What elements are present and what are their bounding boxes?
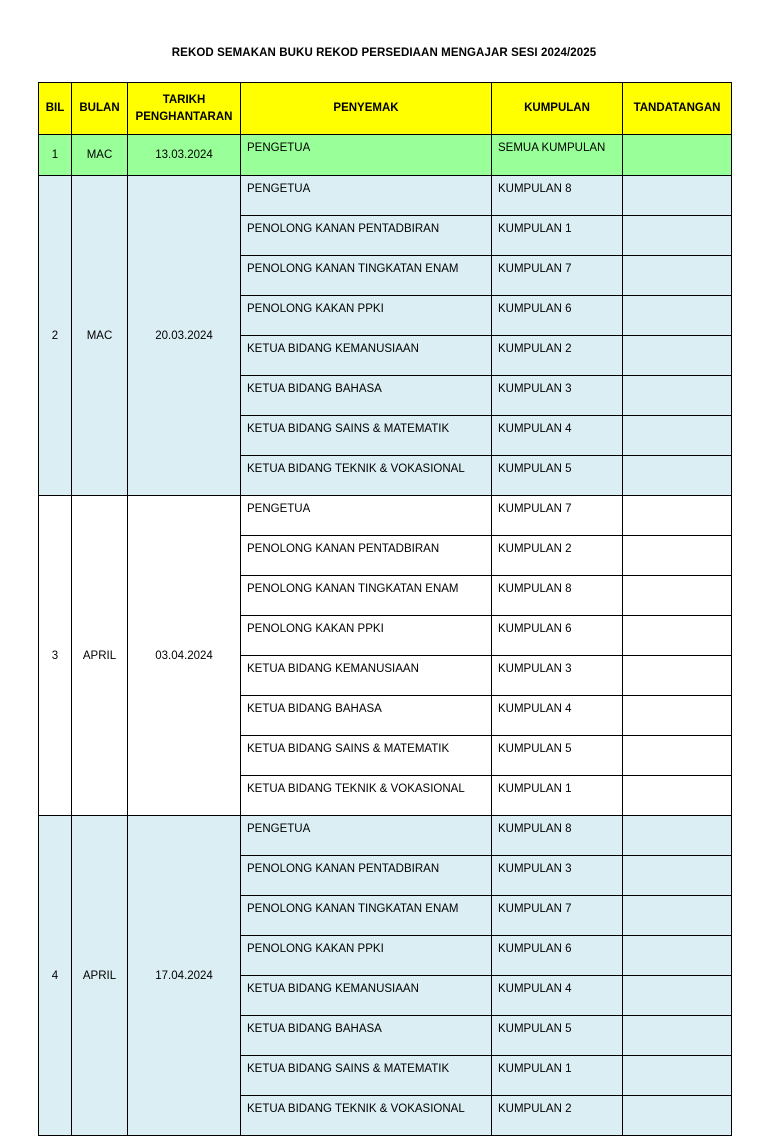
- cell-tarikh: 03.04.2024: [128, 496, 241, 816]
- cell-tandatangan[interactable]: [623, 936, 732, 976]
- cell-kumpulan: KUMPULAN 3: [492, 656, 623, 696]
- cell-bulan: MAC: [72, 135, 128, 176]
- cell-penyemak: PENOLONG KANAN TINGKATAN ENAM: [241, 576, 492, 616]
- cell-penyemak: KETUA BIDANG KEMANUSIAAN: [241, 336, 492, 376]
- cell-tandatangan[interactable]: [623, 496, 732, 536]
- table-header-row: [39, 83, 732, 135]
- cell-penyemak: KETUA BIDANG SAINS & MATEMATIK: [241, 1056, 492, 1096]
- cell-kumpulan: KUMPULAN 2: [492, 336, 623, 376]
- cell-kumpulan: KUMPULAN 8: [492, 176, 623, 216]
- cell-kumpulan: KUMPULAN 4: [492, 976, 623, 1016]
- cell-bulan: APRIL: [72, 496, 128, 816]
- cell-tarikh: 20.03.2024: [128, 176, 241, 496]
- header-tarikh-line1: TARIKH: [162, 93, 206, 106]
- cell-penyemak: KETUA BIDANG SAINS & MATEMATIK: [241, 416, 492, 456]
- cell-kumpulan: KUMPULAN 3: [492, 856, 623, 896]
- cell-kumpulan: KUMPULAN 4: [492, 696, 623, 736]
- header-kumpulan: KUMPULAN: [492, 83, 623, 135]
- cell-penyemak: KETUA BIDANG TEKNIK & VOKASIONAL: [241, 456, 492, 496]
- cell-penyemak: PENOLONG KAKAN PPKI: [241, 936, 492, 976]
- cell-tandatangan[interactable]: [623, 135, 732, 176]
- cell-kumpulan: KUMPULAN 3: [492, 376, 623, 416]
- header-tandatangan: TANDATANGAN: [623, 83, 732, 135]
- cell-penyemak: KETUA BIDANG TEKNIK & VOKASIONAL: [241, 1096, 492, 1136]
- cell-tandatangan[interactable]: [623, 456, 732, 496]
- cell-bil: 1: [39, 135, 72, 176]
- cell-kumpulan: KUMPULAN 2: [492, 536, 623, 576]
- cell-kumpulan: KUMPULAN 4: [492, 416, 623, 456]
- cell-kumpulan: KUMPULAN 1: [492, 216, 623, 256]
- cell-kumpulan: KUMPULAN 6: [492, 296, 623, 336]
- cell-tandatangan[interactable]: [623, 856, 732, 896]
- header-bil: BIL: [39, 83, 72, 135]
- cell-penyemak: PENGETUA: [241, 176, 492, 216]
- cell-tandatangan[interactable]: [623, 696, 732, 736]
- cell-penyemak: KETUA BIDANG BAHASA: [241, 696, 492, 736]
- cell-penyemak: PENOLONG KAKAN PPKI: [241, 296, 492, 336]
- cell-penyemak: PENOLONG KANAN PENTADBIRAN: [241, 856, 492, 896]
- cell-bil: 3: [39, 496, 72, 816]
- cell-tandatangan[interactable]: [623, 776, 732, 816]
- cell-kumpulan: SEMUA KUMPULAN: [492, 135, 623, 176]
- cell-kumpulan: KUMPULAN 8: [492, 816, 623, 856]
- header-bulan: BULAN: [72, 83, 128, 135]
- cell-tandatangan[interactable]: [623, 336, 732, 376]
- cell-kumpulan: KUMPULAN 5: [492, 736, 623, 776]
- cell-penyemak: PENOLONG KANAN TINGKATAN ENAM: [241, 256, 492, 296]
- cell-tandatangan[interactable]: [623, 1056, 732, 1096]
- cell-penyemak: PENGETUA: [241, 496, 492, 536]
- table-row: [39, 816, 732, 856]
- cell-bil: 2: [39, 176, 72, 496]
- header-penyemak: PENYEMAK: [241, 83, 492, 135]
- cell-tandatangan[interactable]: [623, 736, 732, 776]
- cell-tarikh: 13.03.2024: [128, 135, 241, 176]
- cell-penyemak: KETUA BIDANG KEMANUSIAAN: [241, 976, 492, 1016]
- table-row: [39, 176, 732, 216]
- cell-penyemak: KETUA BIDANG SAINS & MATEMATIK: [241, 736, 492, 776]
- cell-tandatangan[interactable]: [623, 176, 732, 216]
- cell-tandatangan[interactable]: [623, 256, 732, 296]
- cell-kumpulan: KUMPULAN 1: [492, 776, 623, 816]
- cell-tandatangan[interactable]: [623, 376, 732, 416]
- cell-penyemak: KETUA BIDANG KEMANUSIAAN: [241, 656, 492, 696]
- cell-tandatangan[interactable]: [623, 536, 732, 576]
- table-row: [39, 496, 732, 536]
- cell-penyemak: KETUA BIDANG BAHASA: [241, 1016, 492, 1056]
- cell-kumpulan: KUMPULAN 5: [492, 1016, 623, 1056]
- cell-penyemak: PENOLONG KANAN TINGKATAN ENAM: [241, 896, 492, 936]
- cell-kumpulan: KUMPULAN 5: [492, 456, 623, 496]
- cell-penyemak: KETUA BIDANG BAHASA: [241, 376, 492, 416]
- header-tarikh-line2: PENGHANTARAN: [135, 110, 233, 123]
- cell-kumpulan: KUMPULAN 1: [492, 1056, 623, 1096]
- cell-penyemak: KETUA BIDANG TEKNIK & VOKASIONAL: [241, 776, 492, 816]
- cell-tandatangan[interactable]: [623, 416, 732, 456]
- table-body: [39, 135, 732, 1136]
- cell-penyemak: PENOLONG KANAN PENTADBIRAN: [241, 216, 492, 256]
- cell-kumpulan: KUMPULAN 2: [492, 1096, 623, 1136]
- cell-kumpulan: KUMPULAN 7: [492, 256, 623, 296]
- cell-tandatangan[interactable]: [623, 1016, 732, 1056]
- cell-tandatangan[interactable]: [623, 616, 732, 656]
- cell-tarikh: 17.04.2024: [128, 816, 241, 1136]
- cell-kumpulan: KUMPULAN 7: [492, 896, 623, 936]
- cell-penyemak: PENGETUA: [241, 816, 492, 856]
- table-row: [39, 135, 732, 176]
- cell-tandatangan[interactable]: [623, 816, 732, 856]
- cell-tandatangan[interactable]: [623, 656, 732, 696]
- cell-kumpulan: KUMPULAN 6: [492, 936, 623, 976]
- cell-kumpulan: KUMPULAN 7: [492, 496, 623, 536]
- cell-tandatangan[interactable]: [623, 1096, 732, 1136]
- cell-kumpulan: KUMPULAN 8: [492, 576, 623, 616]
- record-table: [38, 82, 732, 1136]
- header-tarikh-penghantaran: [128, 83, 241, 135]
- document-title: REKOD SEMAKAN BUKU REKOD PERSEDIAAN MENGAJAR SESI 2024/2025: [171, 47, 597, 59]
- cell-kumpulan: KUMPULAN 6: [492, 616, 623, 656]
- cell-bulan: MAC: [72, 176, 128, 496]
- cell-tandatangan[interactable]: [623, 576, 732, 616]
- cell-bil: 4: [39, 816, 72, 1136]
- cell-tandatangan[interactable]: [623, 216, 732, 256]
- cell-tandatangan[interactable]: [623, 896, 732, 936]
- cell-bulan: APRIL: [72, 816, 128, 1136]
- cell-tandatangan[interactable]: [623, 976, 732, 1016]
- cell-penyemak: PENOLONG KAKAN PPKI: [241, 616, 492, 656]
- cell-penyemak: PENOLONG KANAN PENTADBIRAN: [241, 536, 492, 576]
- cell-penyemak: PENGETUA: [241, 135, 492, 176]
- cell-tandatangan[interactable]: [623, 296, 732, 336]
